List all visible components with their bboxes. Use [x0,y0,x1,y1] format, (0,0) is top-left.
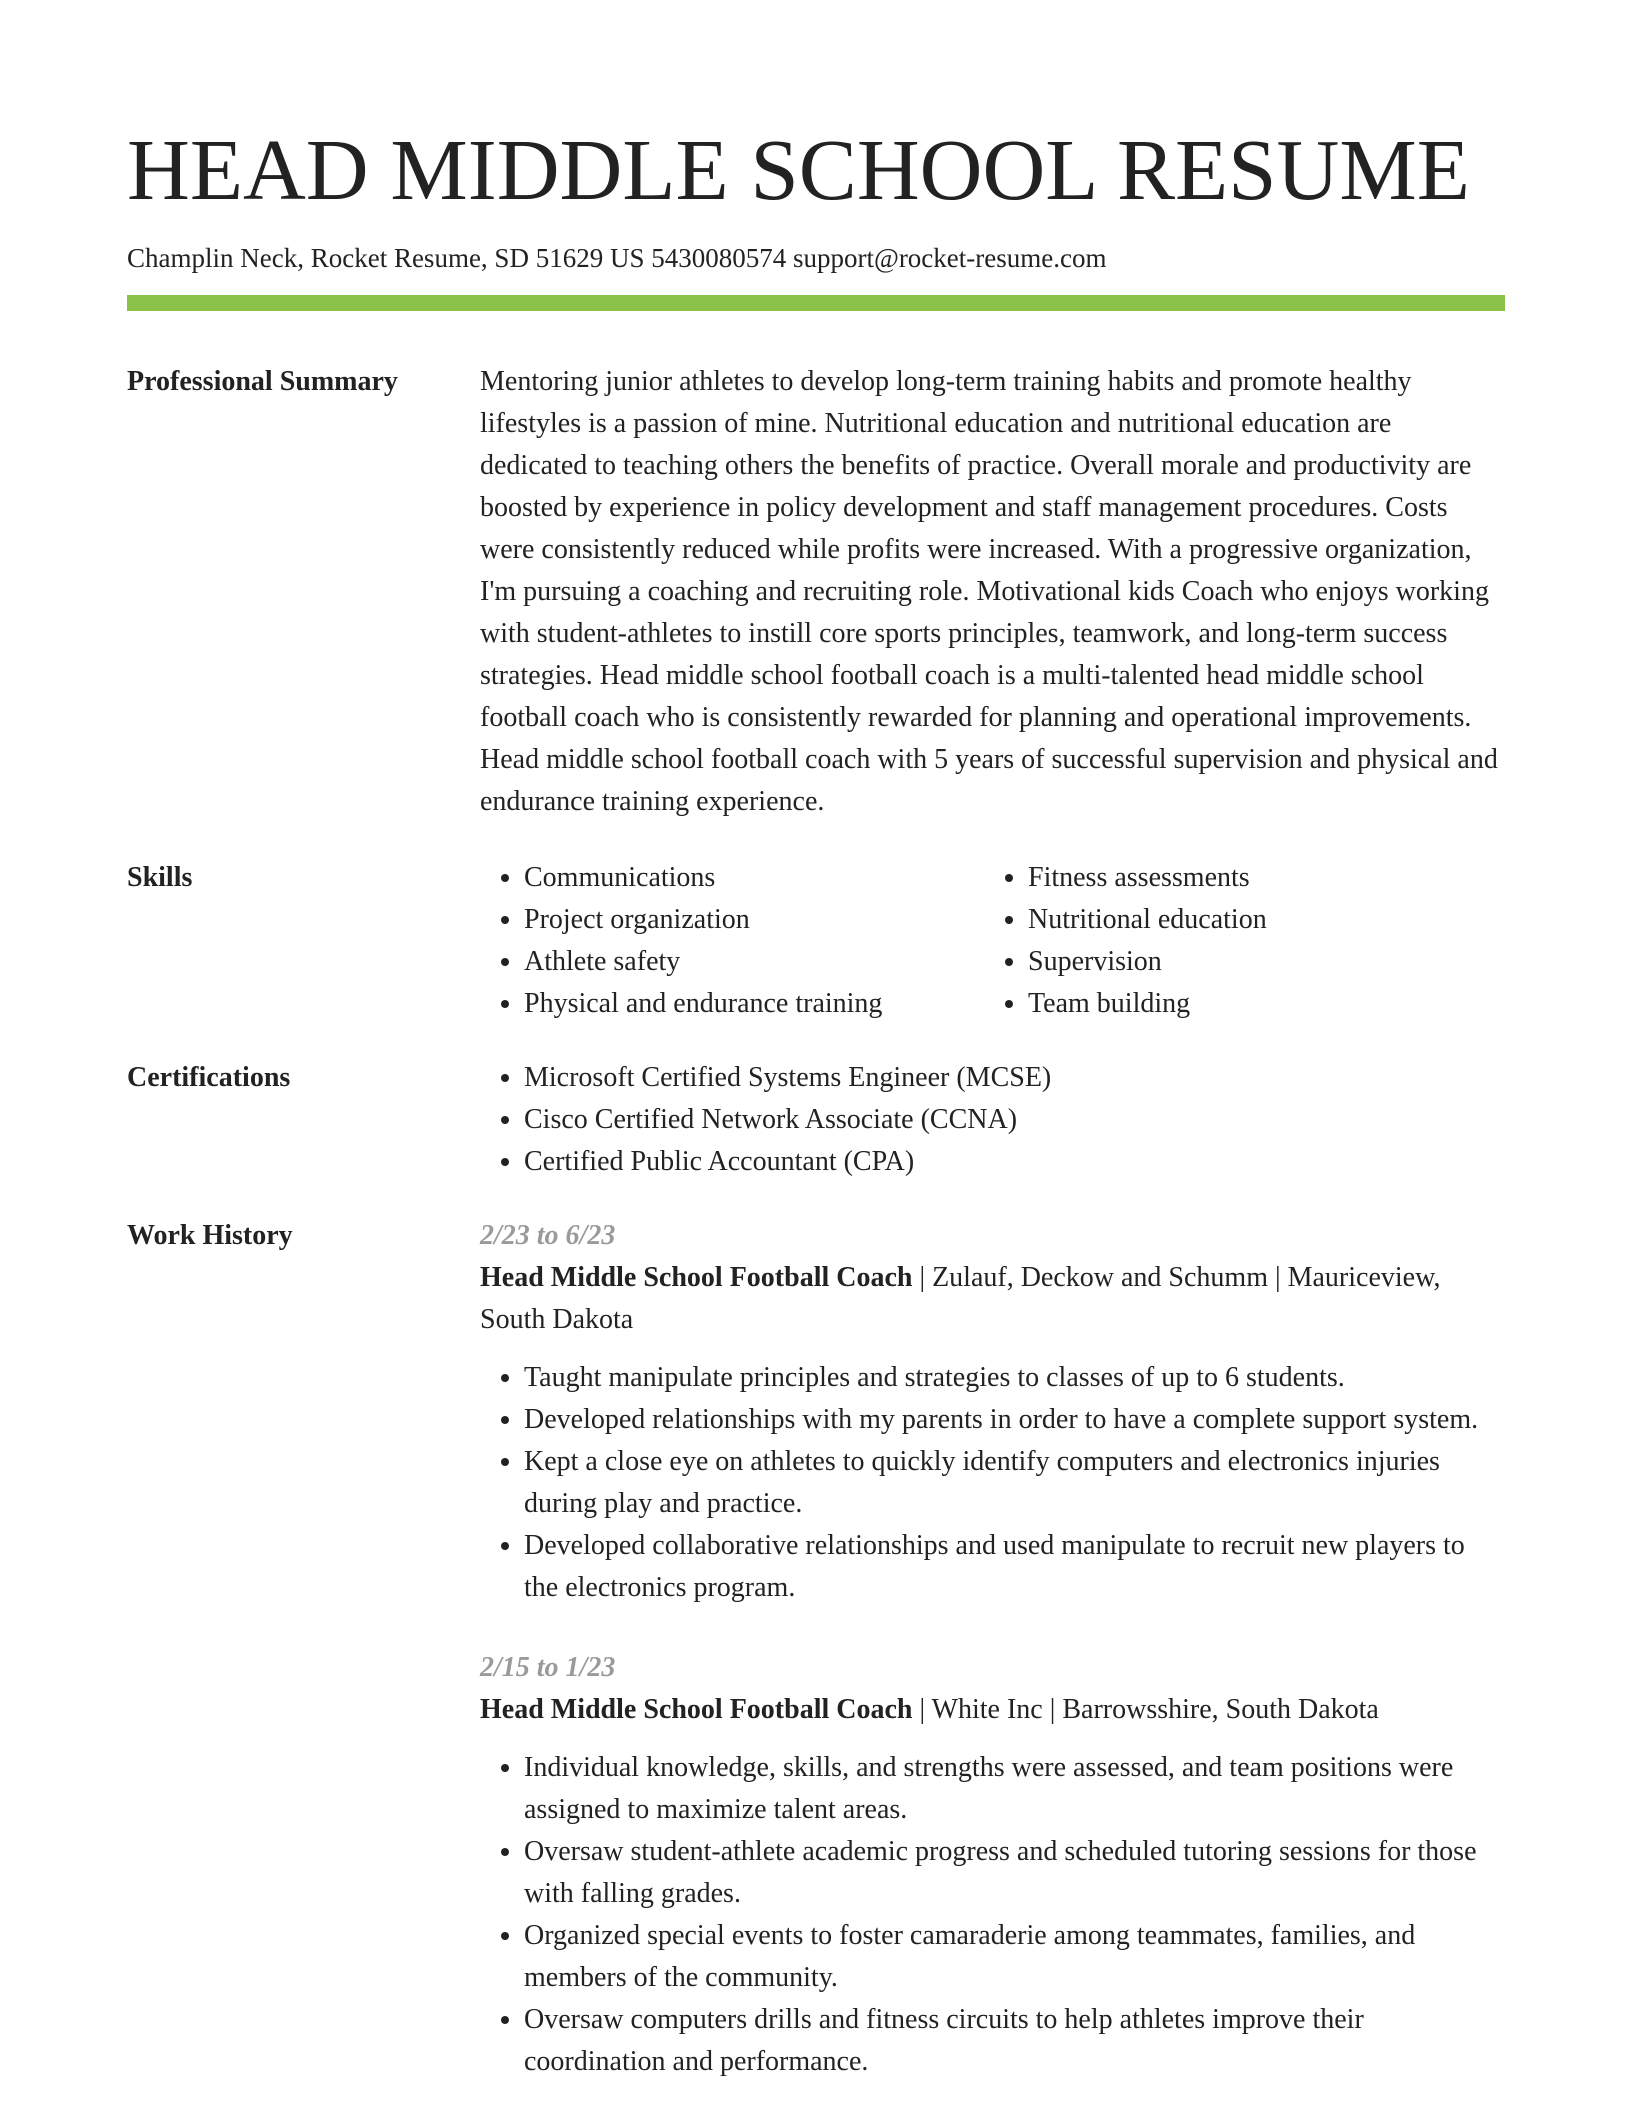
certifications-body [480,1057,1505,1183]
resume-title: HEAD MIDDLE SCHOOL RESUME [127,121,1470,218]
job-bullet: • Oversaw computers drills and fitness circuits to help athletes improve their coordination and performance. [524,1999,1505,2083]
skills-list-left [480,857,984,1025]
skill-item: • Athlete safety [524,941,984,983]
certifications-list [480,1057,1505,1183]
job-bullet: • Organized special events to foster camaraderie among teammates, families, and members of the community. [524,1915,1505,1999]
work-history-section [127,1215,1505,2083]
job-bullet: • Developed relationships with my parents in order to have a complete support system. [524,1399,1505,1441]
skills-list-right [984,857,1488,1025]
job-details: | White Inc | Barrowsshire, South Dakota [912,1694,1379,1725]
skill-item: • Team building [1028,983,1488,1025]
certifications-heading: Certifications [127,1062,291,1093]
skills-body [480,857,1505,1025]
skill-item: • Physical and endurance training [524,983,984,1025]
certification-item: • Microsoft Certified Systems Engineer (MCSE) [524,1057,1505,1099]
job-bullets [480,1357,1505,1609]
skill-item: • Communications [524,857,984,899]
job-bullets [480,1747,1505,2083]
job-bullet: • Oversaw student-athlete academic progress and scheduled tutoring sessions for those with falling grades. [524,1831,1505,1915]
job-title: Head Middle School Football Coach [480,1694,913,1725]
work-history-body [480,1215,1505,2083]
summary-text: Mentoring junior athletes to develop long-term training habits and promote healthy lifestyles is a passion of mine. Nutritional education and nutritional education are dedicated to teaching others the benefits of practice. Overall morale and productivity are boosted by experience in policy development and staff management procedures. Costs were consistently reduced while profits were increased. With a progressive organization, I'm pursuing a coaching and recruiting role. Motivational kids Coach who enjoys working with student-athletes to instill core sports principles, teamwork, and long-term success strategies. Head middle school football coach is a multi-talented head middle school football coach who is consistently rewarded for planning and operational improvements. Head middle school football coach with 5 years of successful supervision and physical and endurance training experience. [480,366,1498,817]
contact-line: Champlin Neck, Rocket Resume, SD 51629 US 5430080574 support@rocket-resume.com [127,243,1107,273]
job-entry [480,1215,1505,1609]
skill-item: • Supervision [1028,941,1488,983]
accent-divider [127,295,1505,311]
skill-item: • Nutritional education [1028,899,1488,941]
skill-item: • Project organization [524,899,984,941]
summary-section [127,361,1505,823]
skill-item: • Fitness assessments [1028,857,1488,899]
skills-columns [480,857,1505,1025]
summary-heading: Professional Summary [127,366,398,397]
job-bullet: • Kept a close eye on athletes to quickly identify computers and electronics injuries during play and practice. [524,1441,1505,1525]
certification-item: • Certified Public Accountant (CPA) [524,1141,1505,1183]
skills-heading: Skills [127,862,193,893]
job-bullet: • Developed collaborative relationships and used manipulate to recruit new players to the electronics program. [524,1525,1505,1609]
skills-section [127,857,1505,1025]
job-heading [480,1257,1505,1341]
job-details: | Zulauf, Deckow and Schumm | Mauriceview, South Dakota [480,1262,1441,1335]
work-history-heading: Work History [127,1220,293,1251]
certification-item: • Cisco Certified Network Associate (CCNA) [524,1099,1505,1141]
job-bullet: • Individual knowledge, skills, and strengths were assessed, and team positions were assigned to maximize talent areas. [524,1747,1505,1831]
job-entry [480,1647,1505,2083]
job-dates: 2/23 to 6/23 [480,1220,616,1251]
job-bullet: • Taught manipulate principles and strategies to classes of up to 6 students. [524,1357,1505,1399]
certifications-section [127,1057,1505,1183]
job-heading [480,1689,1505,1731]
job-title: Head Middle School Football Coach [480,1262,913,1293]
job-dates: 2/15 to 1/23 [480,1652,616,1683]
